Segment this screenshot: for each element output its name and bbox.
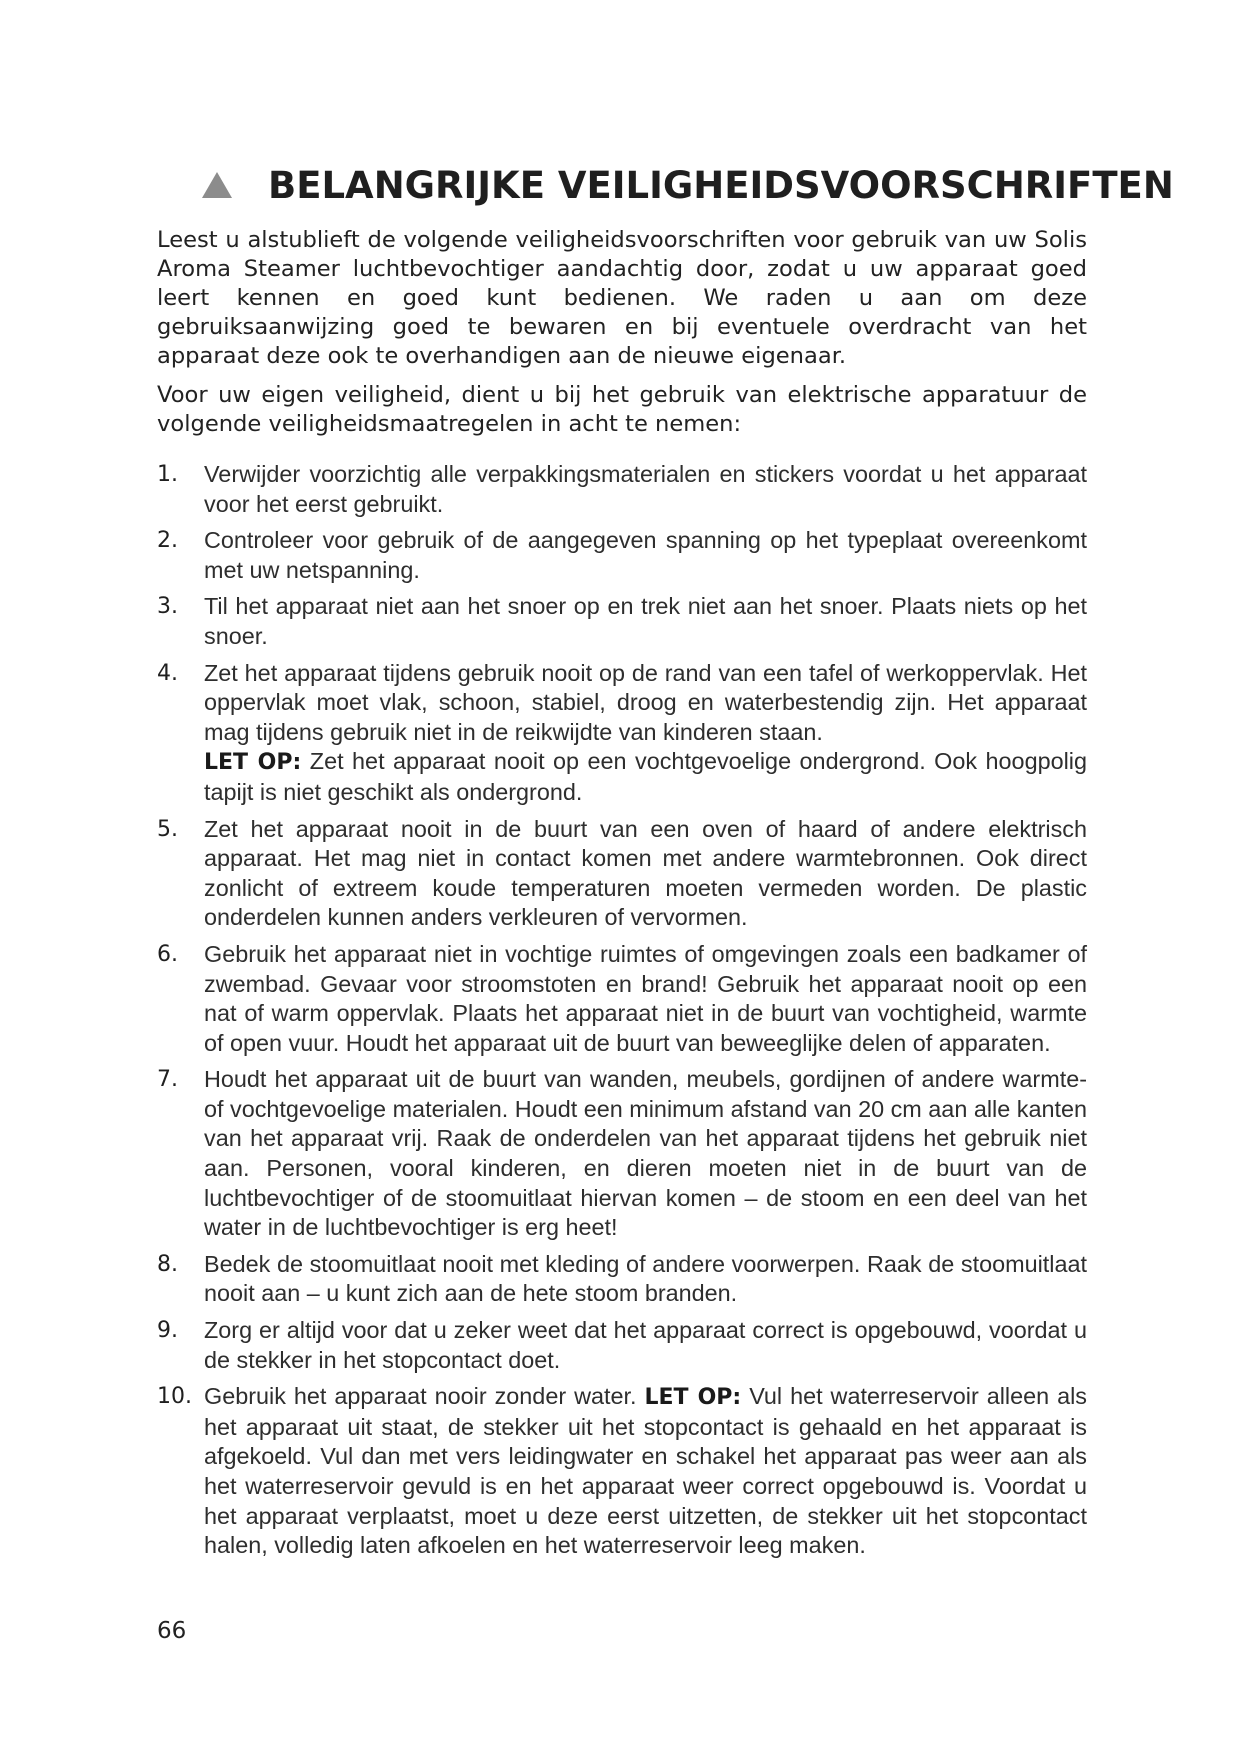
list-item — [157, 659, 1087, 808]
list-item — [157, 815, 1087, 933]
item-number: 8. — [157, 1251, 178, 1277]
item-text: Gebruik het apparaat niet in vochtige ruimtes of omgevingen zoals een badkamer of zwembad. Gevaar voor stroomstoten en brand! Gebruik het apparaat nooit op een nat of warm oppervlak. Plaats het apparaat niet in de buurt van vochtigheid, warmte of open vuur. Houdt het apparaat uit de buurt van beweeglijke delen of apparaten. — [204, 940, 1087, 1056]
section-heading — [200, 160, 1200, 210]
item-number: 3. — [157, 594, 178, 620]
item-number: 4. — [157, 660, 178, 686]
list-item — [157, 460, 1087, 519]
item-text: Bedek de stoomuitlaat nooit met kleding of andere voorwerpen. Raak de stoomuitlaat nooit aan – u kunt zich aan de hete stoom branden. — [204, 1250, 1087, 1307]
item-text: Gebruik het apparaat nooir zonder water. — [204, 1383, 645, 1410]
item-number: 5. — [157, 816, 178, 842]
item-text: Verwijder voorzichtig alle verpakkingsmaterialen en stickers voordat u het apparaat voor het eerst gebruikt. — [204, 461, 1087, 517]
note-label: LET OP: — [644, 1385, 742, 1411]
item-text: Controleer voor gebruik of de aangegeven spanning op het typeplaat overeenkomt met uw netspanning. — [204, 527, 1087, 583]
item-text: Til het apparaat niet aan het snoer op en trek niet aan het snoer. Plaats niets op het snoer. — [204, 593, 1087, 649]
warning-triangle-icon — [200, 170, 234, 200]
item-number: 1. — [157, 462, 178, 487]
list-item — [157, 1382, 1087, 1561]
item-text: Zorg er altijd voor dat u zeker weet dat het apparaat correct is opgebouwd, voordat u de stekker in het stopcontact doet. — [204, 1317, 1087, 1373]
item-number: 10. — [157, 1384, 192, 1410]
note-text: Zet het apparaat nooit op een vochtgevoelige ondergrond. Ook hoogpolig tapijt is niet geschikt als ondergrond. — [204, 748, 1087, 805]
list-item — [157, 940, 1087, 1058]
item-number: 9. — [157, 1318, 178, 1344]
safety-instructions-list — [157, 460, 1087, 1568]
item-text: Zet het apparaat nooit in de buurt van een oven of haard of andere elektrisch apparaat. Het mag niet in contact komen met andere warmtebronnen. Ook direct zonlicht of extreem koude temperaturen moeten vermeden worden. De plastic onderdelen kunnen anders verkleuren of vervormen. — [204, 815, 1087, 931]
intro-paragraph-1: Leest u alstublieft de volgende veiligheidsvoorschriften voor gebruik van uw Solis Aroma Steamer luchtbevochtiger aandachtig door, zodat u uw apparaat goed leert kennen en goed kunt bedienen. We raden u aan om deze gebruiksaanwijzing goed te bewaren en bij eventuele overdracht van het apparaat deze ook te overhandigen aan de nieuwe eigenaar. — [157, 227, 1087, 369]
item-number: 2. — [157, 528, 178, 554]
note-text: Vul het waterreservoir alleen als het apparaat uit staat, de stekker uit het stopcontact is gehaald en het apparaat is afgekoeld. Vul dan met vers leidingwater en schakel het apparaat pas weer aan als het waterreservoir gevuld is en het apparaat weer correct opgebouwd is. Voordat u het apparaat verplaatst, moet u deze eerst uitzetten, de stekker uit het stopcontact halen, volledig laten afkoelen en het waterreservoir leeg maken. — [204, 1383, 1087, 1559]
item-number: 6. — [157, 941, 178, 967]
list-item — [157, 1250, 1087, 1309]
page-title: BELANGRIJKE VEILIGHEIDSVOORSCHRIFTEN — [268, 163, 1174, 207]
intro-paragraph-2: Voor uw eigen veiligheid, dient u bij het gebruik van elektrische apparatuur de volgende veiligheidsmaatregelen in acht te nemen: — [157, 382, 1087, 437]
intro-text — [157, 226, 1087, 449]
item-number: 7. — [157, 1067, 178, 1093]
item-text: Zet het apparaat tijdens gebruik nooit op de rand van een tafel of werkoppervlak. Het oppervlak moet vlak, schoon, stabiel, droog en waterbestendig zijn. Het apparaat mag tijdens gebruik niet in de reikwijdte van kinderen staan. — [204, 659, 1087, 745]
list-item — [157, 1065, 1087, 1243]
list-item — [157, 526, 1087, 585]
page-number: 66 — [157, 1618, 187, 1644]
item-text: Houdt het apparaat uit de buurt van wanden, meubels, gordijnen of andere warmte- of vochtgevoelige materialen. Houdt een minimum afstand van 20 cm aan alle kanten van het apparaat vrij. Raak de onderdelen van het apparaat tijdens het gebruik niet aan. Personen, vooral kinderen, en dieren moeten niet in de buurt van de luchtbevochtiger of de stoomuitlaat hiervan komen – de stoom en een deel van het water in de luchtbevochtiger is erg heet! — [204, 1066, 1087, 1241]
list-item — [157, 1316, 1087, 1375]
list-item — [157, 592, 1087, 651]
note-label: LET OP: — [204, 750, 302, 776]
